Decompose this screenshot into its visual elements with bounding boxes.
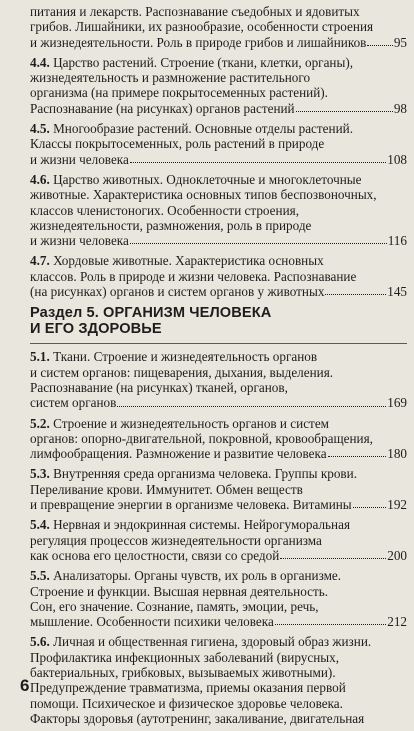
toc-line: Переливание крови. Иммунитет. Обмен веществ [30, 481, 303, 497]
toc-line: мышление. Особенности психики человека [30, 614, 274, 630]
entry-number: 4.6. [30, 171, 50, 187]
section-heading-line: Раздел 5. ОРГАНИЗМ ЧЕЛОВЕКА [30, 305, 272, 322]
toc-entry-4-3-continued [30, 4, 407, 50]
toc-line: лимфообращения. Размножение и развитие человека [30, 446, 327, 462]
toc-entry-5-2 [30, 416, 407, 462]
page-ref: 200 [387, 547, 407, 563]
entry-title: Личная и общественная гигиена, здоровый образ жизни. [49, 634, 372, 650]
entry-number: 5.3. [30, 466, 50, 482]
page-ref: 212 [387, 614, 407, 630]
entry-number: 5.2. [30, 415, 50, 431]
toc-entry-4-5 [30, 121, 407, 167]
toc-line [30, 253, 407, 268]
leader-dots [130, 161, 386, 163]
toc-line: регуляция процессов жизнедеятельности организма [30, 532, 322, 548]
entry-title: Анализаторы. Органы чувств, их роль в организме. [49, 568, 342, 584]
toc-line: жизнедеятельности, размножения, роль в природе [30, 217, 312, 233]
entry-title: Ткани. Строение и жизнедеятельность органов [49, 349, 318, 365]
toc-last-line [30, 395, 407, 410]
leader-dots [353, 506, 387, 508]
toc-last-line [30, 233, 407, 248]
toc-line: жизнедеятельность и размножение растительного [30, 70, 311, 86]
toc-line: классов. Роль в природе и жизни человека. Распознавание [30, 268, 357, 284]
toc-line [30, 517, 407, 532]
section-heading [30, 305, 407, 337]
toc-line: Сон, его значение. Сознание, память, эмоции, речь, [30, 598, 319, 614]
entry-number: 5.1. [30, 349, 50, 365]
toc-entry-4-7 [30, 253, 407, 299]
entry-title: Многообразие растений. Основные отделы растений. [49, 121, 353, 137]
leader-dots [280, 557, 386, 559]
toc-line: Распознавание (на рисунках) тканей, органов, [30, 379, 288, 395]
toc-last-line [30, 614, 407, 629]
entry-title: Царство растений. Строение (ткани, клетки, органы), [49, 54, 354, 70]
entry-number: 4.4. [30, 54, 50, 70]
toc-line [30, 466, 407, 481]
page-ref: 192 [387, 497, 407, 513]
toc-last-line [30, 446, 407, 461]
leader-dots [275, 623, 386, 625]
toc-content [30, 4, 407, 731]
leader-dots [325, 293, 386, 295]
page-ref: 180 [387, 446, 407, 462]
toc-entry-5-4 [30, 517, 407, 563]
page-number: 6 [20, 676, 30, 695]
toc-entry-5-6 [30, 634, 407, 726]
leader-dots [367, 44, 392, 46]
entry-title: Строение и жизнедеятельность органов и систем [49, 415, 330, 431]
leader-dots [130, 242, 387, 244]
page-ref: 169 [387, 395, 407, 411]
toc-line: и жизни человека [30, 151, 129, 167]
toc-line: Предупреждение травматизма, приемы оказания первой [30, 680, 346, 696]
entry-title: Царство животных. Одноклеточные и многоклеточные [49, 171, 362, 187]
entry-title: Внутренняя среда организма человека. Группы крови. [49, 466, 357, 482]
entry-number: 5.4. [30, 517, 50, 533]
toc-line: и превращение энергии в организме человека. Витамины [30, 497, 352, 513]
page-ref: 98 [393, 100, 407, 116]
divider [30, 343, 407, 344]
toc-line: классов членистоногих. Особенности строения, [30, 202, 300, 218]
toc-line: питания и лекарств. Распознавание съедобных и ядовитых [30, 4, 360, 19]
entry-number: 5.6. [30, 634, 50, 650]
toc-line: и жизнедеятельности. Роль в природе грибов и лишайников [30, 34, 367, 50]
toc-line [30, 172, 407, 187]
toc-entry-5-5 [30, 568, 407, 629]
entry-number: 5.5. [30, 568, 50, 584]
toc-entry-4-6 [30, 172, 407, 248]
entry-number: 4.7. [30, 253, 50, 269]
page-ref: 116 [387, 233, 407, 249]
toc-line: (на рисунках) органов и систем органов у животных [30, 284, 325, 300]
toc-line: Профилактика инфекционных заболеваний (вирусных, [30, 649, 340, 665]
toc-line: помощи. Психическое и физическое здоровье человека. [30, 695, 343, 711]
toc-line: органов: опорно-двигательной, покровной, кровообращения, [30, 430, 373, 446]
toc-line: Распознавание (на рисунках) органов растений [30, 100, 295, 116]
toc-line: бактериальных, грибковых, вызываемых животными). [30, 664, 336, 680]
toc-line: как основа его целостности, связи со средой [30, 547, 280, 563]
page-ref: 145 [387, 284, 407, 300]
toc-entry-4-4 [30, 55, 407, 116]
page-ref: 108 [387, 151, 407, 167]
toc-last-line [30, 101, 407, 116]
toc-line [30, 634, 407, 649]
toc-last-line [30, 284, 407, 299]
toc-line [30, 55, 407, 70]
toc-line [30, 416, 407, 431]
toc-last-line [30, 152, 407, 167]
leader-dots [296, 110, 393, 112]
toc-line: животные. Характеристика основных типов беспозвоночных, [30, 187, 377, 203]
leader-dots [328, 455, 387, 457]
entry-title: Нервная и эндокринная системы. Нейрогуморальная [49, 517, 351, 533]
page-ref: 95 [393, 34, 407, 50]
toc-line: систем органов [30, 395, 117, 411]
toc-last-line [30, 497, 407, 512]
toc-line [30, 121, 407, 136]
toc-line: организма (на примере покрытосеменных растений). [30, 85, 328, 101]
toc-last-line [30, 35, 407, 50]
toc-line: и жизни человека [30, 233, 129, 249]
toc-line [30, 568, 407, 583]
toc-line: и систем органов: пищеварения, дыхания, выделения. [30, 364, 334, 380]
toc-line: Классы покрытосеменных, роль растений в природе [30, 136, 325, 152]
section-heading-line: И ЕГО ЗДОРОВЬЕ [30, 321, 162, 338]
toc-entry-5-3 [30, 466, 407, 512]
leader-dots [117, 405, 386, 407]
toc-entry-5-1 [30, 349, 407, 410]
toc-line [30, 349, 407, 364]
toc-line: грибов. Лишайники, их разнообразие, особенности строения [30, 19, 374, 35]
toc-line: Строение и функции. Высшая нервная деятельность. [30, 583, 329, 599]
entry-number: 4.5. [30, 121, 50, 137]
entry-title: Хордовые животные. Характеристика основных [49, 253, 324, 269]
toc-last-line [30, 548, 407, 563]
toc-line: Факторы здоровья (аутотренинг, закаливание, двигательная [30, 710, 365, 726]
